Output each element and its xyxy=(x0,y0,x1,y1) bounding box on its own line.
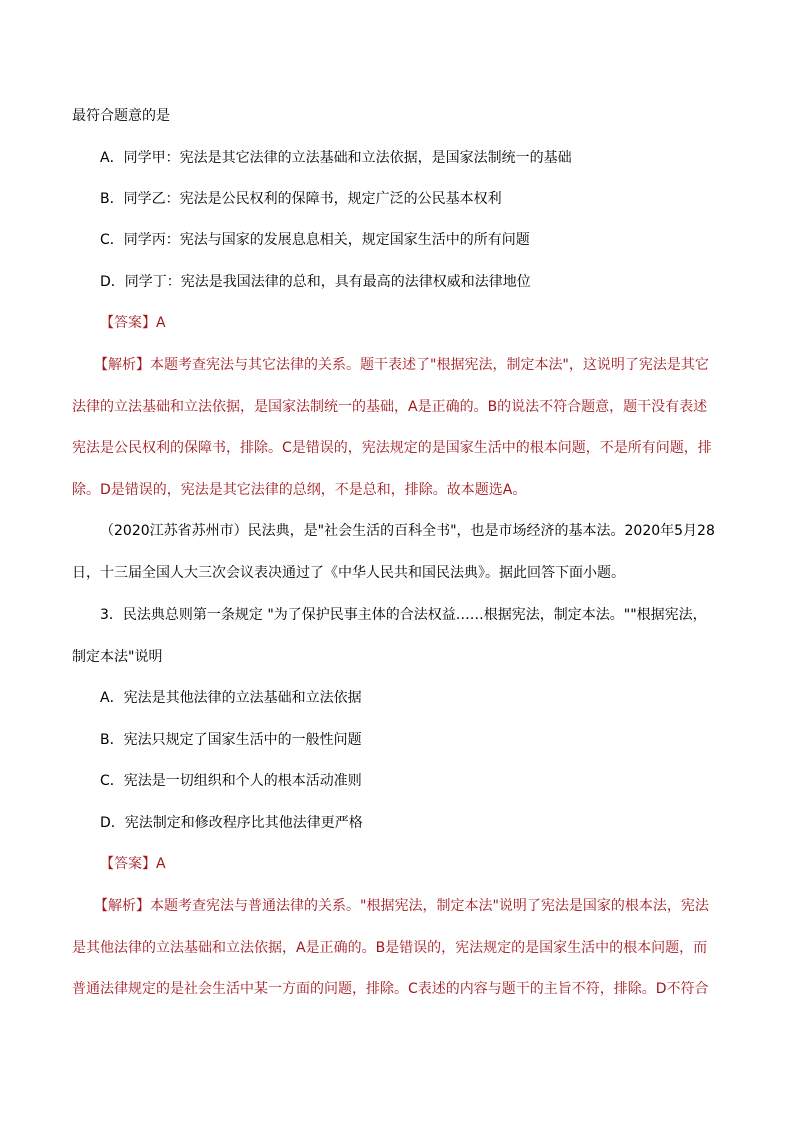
q3-option-c: C．宪法是一切组织和个人的根本活动准则 xyxy=(100,773,362,789)
analysis-line-2: 法律的立法基础和立法依据，是国家法制统一的基础，A是正确的。B的说法不符合题意，题干没有表述 xyxy=(72,399,708,415)
q3-analysis-line-2: 是其他法律的立法基础和立法依据，A是正确的。B是错误的，宪法规定的是国家生活中的根本问题，而 xyxy=(72,940,708,956)
q3-option-a: A．宪法是其他法律的立法基础和立法依据 xyxy=(100,690,362,706)
question-3-stem-2: 制定本法"说明 xyxy=(72,649,163,665)
question-3-stem-1: 3．民法典总则第一条规定 "为了保护民事主体的合法权益……根据宪法，制定本法。""根据宪法， xyxy=(100,607,707,623)
q3-analysis-line-3: 普通法律规定的是社会生活中某一方面的问题，排除。C表述的内容与题干的主旨不符，排除。D不符合 xyxy=(72,981,709,997)
context-line-1: （2020江苏省苏州市）民法典，是"社会生活的百科全书"，也是市场经济的基本法。2020年5月28 xyxy=(100,523,715,539)
analysis-line-1: 【解析】本题考查宪法与其它法律的关系。题干表述了"根据宪法，制定本法"，这说明了宪法是其它 xyxy=(94,357,709,373)
analysis-line-3: 宪法是公民权利的保障书，排除。C是错误的，宪法规定的是国家生活中的根本问题，不是所有问题，排 xyxy=(72,440,712,456)
option-b: B．同学乙：宪法是公民权利的保障书，规定广泛的公民基本权利 xyxy=(100,191,502,207)
q3-option-b: B．宪法只规定了国家生活中的一般性问题 xyxy=(100,732,362,748)
q3-analysis-line-1: 【解析】本题考查宪法与普通法律的关系。"根据宪法，制定本法"说明了宪法是国家的根本法，宪法 xyxy=(94,898,709,914)
q3-option-d: D．宪法制定和修改程序比其他法律更严格 xyxy=(100,815,363,831)
answer: 【答案】A xyxy=(100,315,166,331)
option-d: D．同学丁：宪法是我国法律的总和，具有最高的法律权威和法律地位 xyxy=(100,274,531,290)
analysis-line-4: 除。D是错误的，宪法是其它法律的总纲，不是总和，排除。故本题选A。 xyxy=(72,482,527,498)
option-c: C．同学丙：宪法与国家的发展息息相关，规定国家生活中的所有问题 xyxy=(100,232,530,248)
q3-answer: 【答案】A xyxy=(100,856,166,872)
question-stem-tail: 最符合题意的是 xyxy=(72,108,170,124)
context-line-2: 日，十三届全国人大三次会议表决通过了《中华人民共和国民法典》。据此回答下面小题。 xyxy=(72,565,625,581)
option-a: A．同学甲：宪法是其它法律的立法基础和立法依据，是国家法制统一的基础 xyxy=(100,150,572,166)
